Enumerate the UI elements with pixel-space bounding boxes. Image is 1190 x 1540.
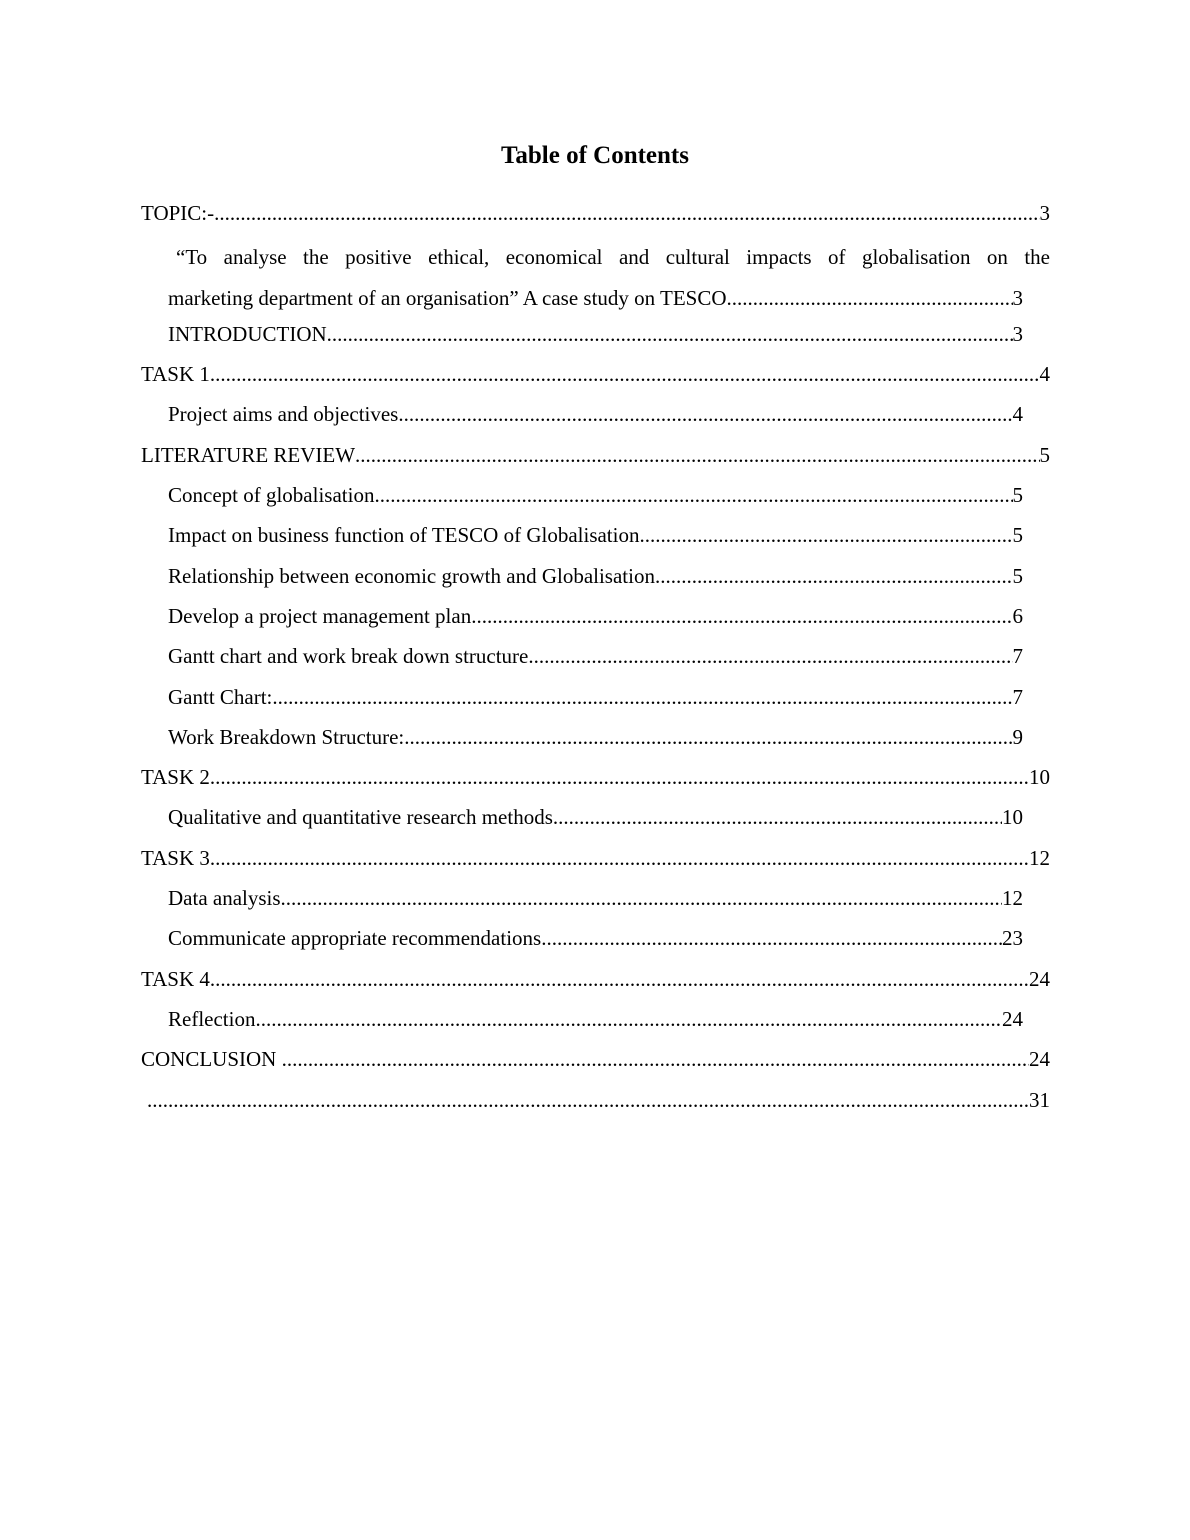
- dot-leader: [355, 439, 1039, 471]
- toc-entry-label: Project aims and objectives: [168, 402, 399, 427]
- toc-entry-label: INTRODUCTION: [168, 321, 327, 346]
- dot-leader: [553, 801, 1002, 833]
- toc-entry-project-aims[interactable]: [168, 398, 1023, 438]
- toc-entry-label: TASK 4: [141, 966, 210, 991]
- dot-leader: [282, 1043, 1029, 1075]
- toc-page-number: 5: [1012, 483, 1023, 508]
- toc-entry-work-breakdown-structure[interactable]: [168, 721, 1023, 761]
- dot-leader: [471, 600, 1012, 632]
- toc-entry-recommendations[interactable]: [168, 922, 1023, 962]
- toc-page-number: 3: [1039, 201, 1050, 225]
- toc-page-number: 31: [1029, 1087, 1050, 1112]
- toc-entry-task-1[interactable]: [141, 358, 1050, 398]
- toc-page-number: 5: [1012, 563, 1023, 588]
- dot-leader: [210, 761, 1029, 793]
- dot-leader: [272, 681, 1012, 713]
- dot-leader: [210, 963, 1029, 995]
- toc-page-number: 24: [1029, 966, 1050, 991]
- table-of-contents: [141, 197, 1050, 1124]
- toc-entry-label: Concept of globalisation: [168, 483, 375, 508]
- dot-leader: [327, 318, 1013, 350]
- page-title: Table of Contents: [501, 142, 689, 169]
- toc-page-number: 7: [1012, 684, 1023, 709]
- dot-leader: [727, 278, 1013, 318]
- dot-leader: [528, 640, 1012, 672]
- toc-entry-reflection[interactable]: [168, 1003, 1023, 1043]
- toc-entry-task-4[interactable]: [141, 963, 1050, 1003]
- toc-page-number: 12: [1002, 886, 1023, 911]
- toc-page-number: 12: [1029, 845, 1050, 870]
- dot-leader: [374, 479, 1012, 511]
- toc-entry-data-analysis[interactable]: [168, 882, 1023, 922]
- toc-page-number: 24: [1029, 1047, 1050, 1072]
- toc-page-number: 24: [1002, 1006, 1023, 1031]
- toc-page-number: 3: [1012, 285, 1023, 310]
- toc-entry-label: Reflection: [168, 1006, 256, 1031]
- toc-entry-label-line1: “To analyse the positive ethical, economical and cultural impacts of globalisation on the: [176, 245, 1050, 270]
- dot-leader: [255, 1003, 1002, 1035]
- toc-page-number: 9: [1012, 724, 1023, 749]
- toc-entry-label: Communicate appropriate recommendations: [168, 926, 542, 951]
- toc-entry-concept-of-globalisation[interactable]: [168, 479, 1023, 519]
- toc-entry-label: Gantt chart and work break down structure: [168, 644, 529, 669]
- toc-page-number: 5: [1012, 523, 1023, 548]
- dot-leader: [210, 842, 1029, 874]
- dot-leader: [281, 882, 1002, 914]
- toc-entry-impact-on-business[interactable]: [168, 519, 1023, 559]
- toc-entry-label: TASK 2: [141, 765, 210, 790]
- toc-entry-task-2[interactable]: [141, 761, 1050, 801]
- toc-entry-project-management-plan[interactable]: [168, 600, 1023, 640]
- toc-entry-label: Gantt Chart:: [168, 684, 273, 709]
- toc-entry-label: Relationship between economic growth and Globalisation: [168, 563, 655, 588]
- toc-entry-task-3[interactable]: [141, 842, 1050, 882]
- toc-entry-label: TASK 3: [141, 845, 210, 870]
- toc-entry-label: Impact on business function of TESCO of Globalisation: [168, 523, 640, 548]
- toc-entry-label: Develop a project management plan: [168, 603, 472, 628]
- toc-page-number: 6: [1012, 603, 1023, 628]
- dot-leader: [655, 560, 1013, 592]
- toc-entry-gantt-chart[interactable]: [168, 681, 1023, 721]
- toc-entry-topic-statement[interactable]: [168, 237, 1050, 318]
- toc-entry-topic[interactable]: [141, 197, 1050, 237]
- toc-entry-label: LITERATURE REVIEW: [141, 442, 356, 467]
- toc-page-number: 10: [1002, 805, 1023, 830]
- toc-entry-literature-review[interactable]: [141, 439, 1050, 479]
- toc-entry-gantt-and-wbs[interactable]: [168, 640, 1023, 680]
- dot-leader: [147, 1084, 1029, 1116]
- dot-leader: [210, 358, 1040, 390]
- dot-leader: [639, 519, 1012, 551]
- toc-entry-label: Work Breakdown Structure:: [168, 724, 405, 749]
- toc-entry-introduction[interactable]: [168, 318, 1023, 358]
- toc-page-number: 3: [1012, 321, 1023, 346]
- toc-entry-unnamed[interactable]: [141, 1084, 1050, 1124]
- toc-entry-research-methods[interactable]: [168, 801, 1023, 841]
- toc-page-number: 4: [1039, 362, 1050, 387]
- dot-leader: [541, 922, 1002, 954]
- toc-page-number: 23: [1002, 926, 1023, 951]
- toc-entry-relationship[interactable]: [168, 560, 1023, 600]
- toc-entry-label: TOPIC:-: [141, 201, 215, 225]
- toc-page-number: 10: [1029, 765, 1050, 790]
- toc-entry-label: Qualitative and quantitative research methods: [168, 805, 553, 830]
- dot-leader: [404, 721, 1012, 753]
- toc-page-number: 7: [1012, 644, 1023, 669]
- toc-page-number: 4: [1012, 402, 1023, 427]
- toc-page-number: 5: [1039, 442, 1050, 467]
- dot-leader: [398, 398, 1012, 430]
- dot-leader: [214, 197, 1039, 229]
- toc-entry-label: CONCLUSION: [141, 1047, 282, 1072]
- toc-entry-label-line2: marketing department of an organisation” A case study on TESCO: [168, 285, 727, 310]
- toc-entry-conclusion[interactable]: [141, 1043, 1050, 1083]
- toc-entry-label: Data analysis: [168, 886, 281, 911]
- toc-entry-label: TASK 1: [141, 362, 210, 387]
